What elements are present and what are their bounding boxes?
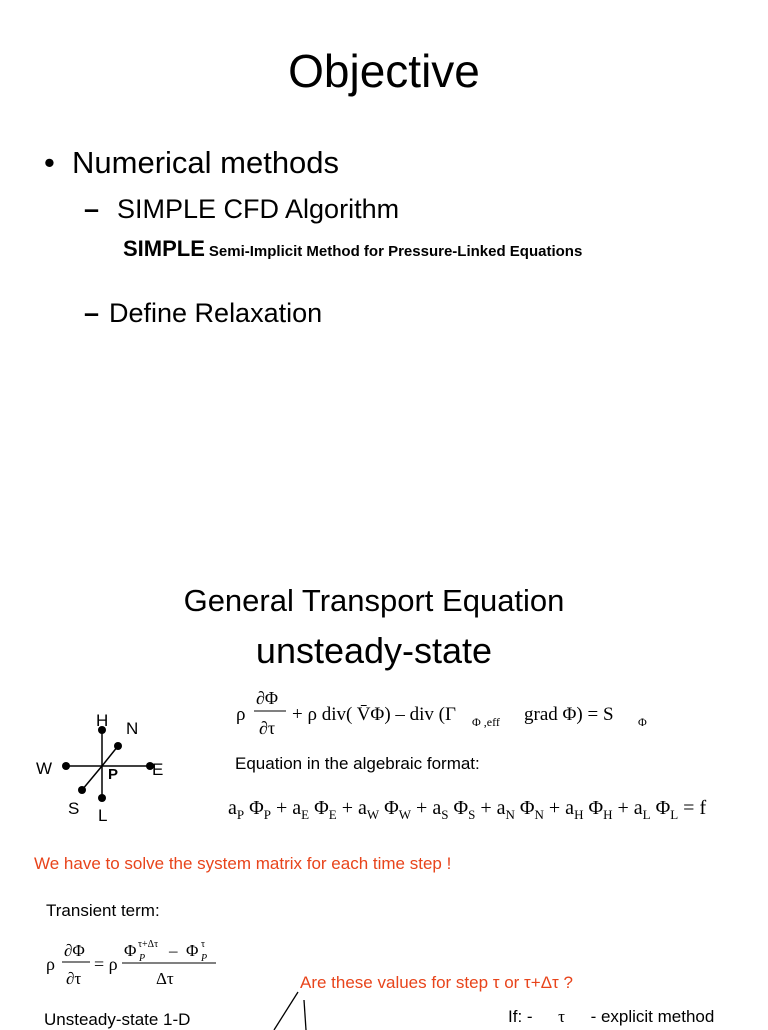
tr-den: Δτ: [156, 969, 174, 988]
tr-phi-b-sup: τ: [201, 939, 206, 950]
timestep-question: Are these values for step τ or τ+Δτ ?: [300, 973, 573, 992]
explicit-prefix: If: -: [508, 1007, 533, 1026]
label-h: H: [96, 711, 109, 730]
bullet-dot: •: [44, 145, 55, 180]
algebraic-equation-text: $a_P$ $\Phi_P + a_E$ $\Phi_E + a_W$ $\Phi_W + a_S$ $\Phi_S + a_N$ $\Phi_N + a_H$ $\Phi_H + a_L$ $\Phi_L = f$: [228, 797, 707, 822]
transient-label: Transient term:: [46, 901, 160, 920]
tr-phi-b-sub: P: [201, 953, 208, 964]
stencil-diagram: [30, 708, 200, 828]
label-n: N: [126, 719, 139, 738]
pointer-line-left: [274, 992, 298, 1030]
bullet-item: [44, 145, 339, 181]
pointer-line-right: [304, 1000, 306, 1030]
unsteady-label: Unsteady-state 1-D: [44, 1010, 191, 1029]
sub-dash: –: [84, 298, 100, 328]
simple-definition: [123, 236, 582, 262]
explicit-tau: τ: [558, 1007, 565, 1026]
tr-minus: –: [169, 941, 178, 960]
label-l: L: [98, 806, 108, 825]
bullet-label: Numerical methods: [72, 145, 340, 180]
stencil-line-s: [82, 766, 102, 790]
node-n: [114, 742, 122, 750]
section-title: General Transport Equation: [183, 583, 565, 618]
label-w: W: [36, 759, 53, 778]
node-s: [78, 786, 86, 794]
sub-label: Define Relaxation: [109, 298, 323, 328]
tr-rho: ρ: [46, 954, 55, 974]
section-subtitle: unsteady-state: [255, 630, 493, 671]
label-e: E: [152, 760, 164, 779]
eq-rest: + ρ div( V̄Φ) – div (Γ: [292, 704, 456, 725]
sub-item-relaxation: [84, 298, 322, 329]
tr-dtau: ∂τ: [66, 969, 82, 988]
eq-s-sub: Φ: [638, 715, 647, 729]
label-s: S: [68, 799, 80, 818]
equation-intro: Equation in the algebraic format:: [235, 754, 480, 773]
tr-eq: = ρ: [94, 954, 118, 974]
eq-rho: ρ: [236, 704, 246, 725]
tr-phi-a: Φ: [124, 941, 137, 960]
sub-dash: –: [84, 194, 100, 224]
eq-gamma-sub: Φ ,eff: [472, 715, 500, 729]
explicit-suffix: - explicit method: [590, 1007, 715, 1026]
sub-item-simple: [84, 194, 399, 225]
eq-dtau: ∂τ: [259, 718, 276, 738]
eq-grad: grad Φ) = S: [524, 704, 614, 725]
simple-acronym: SIMPLE: [123, 236, 205, 261]
slide-title: Objective: [288, 45, 480, 97]
label-p: P: [108, 766, 119, 783]
algebraic-equation: [228, 790, 758, 826]
sub-label: SIMPLE CFD Algorithm: [117, 194, 400, 224]
transport-equation: [232, 682, 672, 742]
node-l: [98, 794, 106, 802]
pointer-lines: [268, 990, 328, 1030]
tr-phi-b: Φ: [186, 941, 199, 960]
node-w: [62, 762, 70, 770]
transient-equation: [44, 936, 264, 996]
tr-dphi: ∂Φ: [64, 941, 85, 960]
system-note: We have to solve the system matrix for each time step !: [34, 854, 452, 873]
explicit-note: [508, 1007, 714, 1027]
tr-phi-a-sub: P: [139, 953, 146, 964]
simple-expansion: Semi-Implicit Method for Pressure-Linked Equations: [208, 243, 583, 260]
eq-dphi: ∂Φ: [256, 688, 279, 708]
tr-phi-a-sup: τ+Δτ: [138, 939, 159, 950]
